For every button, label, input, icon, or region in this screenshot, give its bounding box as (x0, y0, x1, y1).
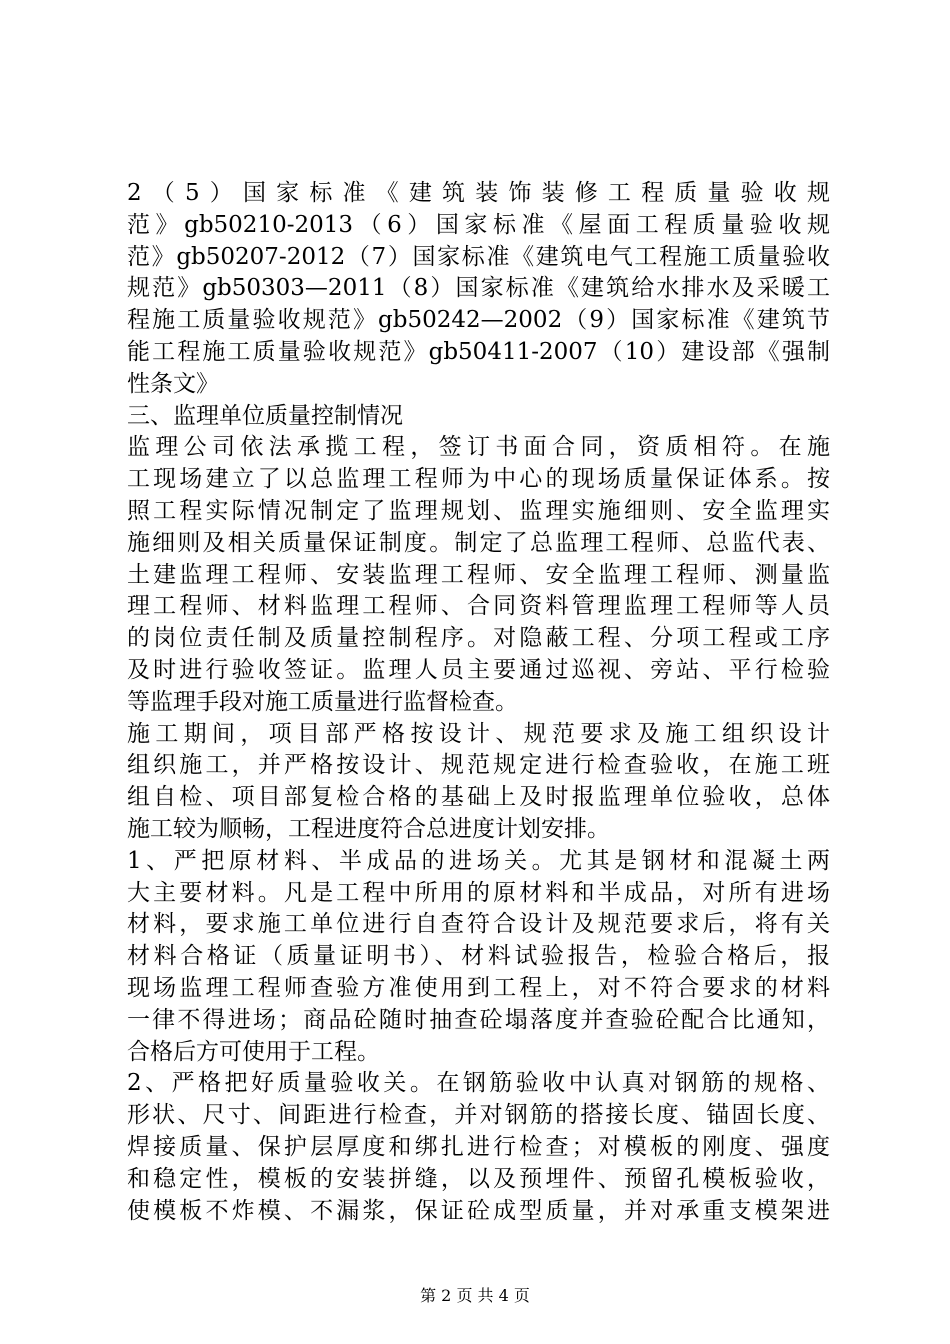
text-line: 焊接质量、保护层厚度和绑扎进行检查；对模板的刚度、强度 (127, 1133, 830, 1160)
text-line: 规范》gb50303—2011（8）国家标准《建筑给水排水及采暖工 (127, 275, 830, 302)
text-line: 施细则及相关质量保证制度。制定了总监理工程师、总监代表、 (127, 529, 830, 556)
section-heading: 三、监理单位质量控制情况 (127, 402, 403, 429)
text-line: 的岗位责任制及质量控制程序。对隐蔽工程、分项工程或工序 (127, 625, 830, 652)
text-line: 性条文》 (127, 370, 219, 397)
text-line: 土建监理工程师、安装监理工程师、安全监理工程师、测量监 (127, 561, 830, 588)
page-footer: 第 2 页 共 4 页 (420, 1286, 530, 1305)
document-body (127, 178, 830, 1227)
text-line: 组织施工，并严格按设计、规范规定进行检查验收，在施工班 (127, 752, 830, 779)
text-line: 范》gb50210-2013（6）国家标准《屋面工程质量验收规 (127, 211, 830, 238)
text-line: 大主要材料。凡是工程中所用的原材料和半成品，对所有进场 (127, 879, 830, 906)
text-line: 1、严把原材料、半成品的进场关。尤其是钢材和混凝土两 (127, 847, 830, 874)
text-line: 照工程实际情况制定了监理规划、监理实施细则、安全监理实 (127, 497, 830, 524)
text-line: 2（5）国家标准《建筑装饰装修工程质量验收规 (127, 180, 830, 206)
text-line: 工现场建立了以总监理工程师为中心的现场质量保证体系。按 (127, 466, 830, 493)
text-line: 施工期间，项目部严格按设计、规范要求及施工组织设计 (127, 720, 830, 747)
text-line: 合格后方可使用于工程。 (127, 1038, 380, 1065)
text-line: 理工程师、材料监理工程师、合同资料管理监理工程师等人员 (127, 593, 830, 620)
text-line: 组自检、项目部复检合格的基础上及时报监理单位验收，总体 (127, 784, 830, 811)
text-line: 材料，要求施工单位进行自查符合设计及规范要求后，将有关 (127, 911, 830, 938)
text-line: 使模板不炸模、不漏浆，保证砼成型质量，并对承重支模架进 (127, 1197, 830, 1224)
text-line: 范》gb50207-2012（7）国家标准《建筑电气工程施工质量验收 (127, 243, 830, 270)
text-line: 程施工质量验收规范》gb50242—2002（9）国家标准《建筑节 (127, 307, 830, 334)
text-line: 等监理手段对施工质量进行监督检查。 (127, 688, 518, 715)
text-line: 和稳定性，模板的安装拼缝，以及预埋件、预留孔模板验收， (127, 1165, 830, 1192)
text-line: 监理公司依法承揽工程，签订书面合同，资质相符。在施 (127, 434, 830, 461)
text-line: 及时进行验收签证。监理人员主要通过巡视、旁站、平行检验 (127, 656, 830, 683)
text-line: 能工程施工质量验收规范》gb50411-2007（10）建设部《强制 (127, 338, 830, 365)
text-line: 2、严格把好质量验收关。在钢筋验收中认真对钢筋的规格、 (127, 1070, 830, 1097)
text-line: 现场监理工程师查验方准使用到工程上，对不符合要求的材料 (127, 974, 830, 1001)
text-line: 一律不得进场；商品砼随时抽查砼塌落度并查验砼配合比通知， (127, 1006, 830, 1033)
text-line: 施工较为顺畅，工程进度符合总进度计划安排。 (127, 815, 610, 842)
text-line: 形状、尺寸、间距进行检查，并对钢筋的搭接长度、锚固长度、 (127, 1102, 830, 1129)
text-line: 材料合格证（质量证明书）、材料试验报告，检验合格后，报 (127, 943, 830, 970)
